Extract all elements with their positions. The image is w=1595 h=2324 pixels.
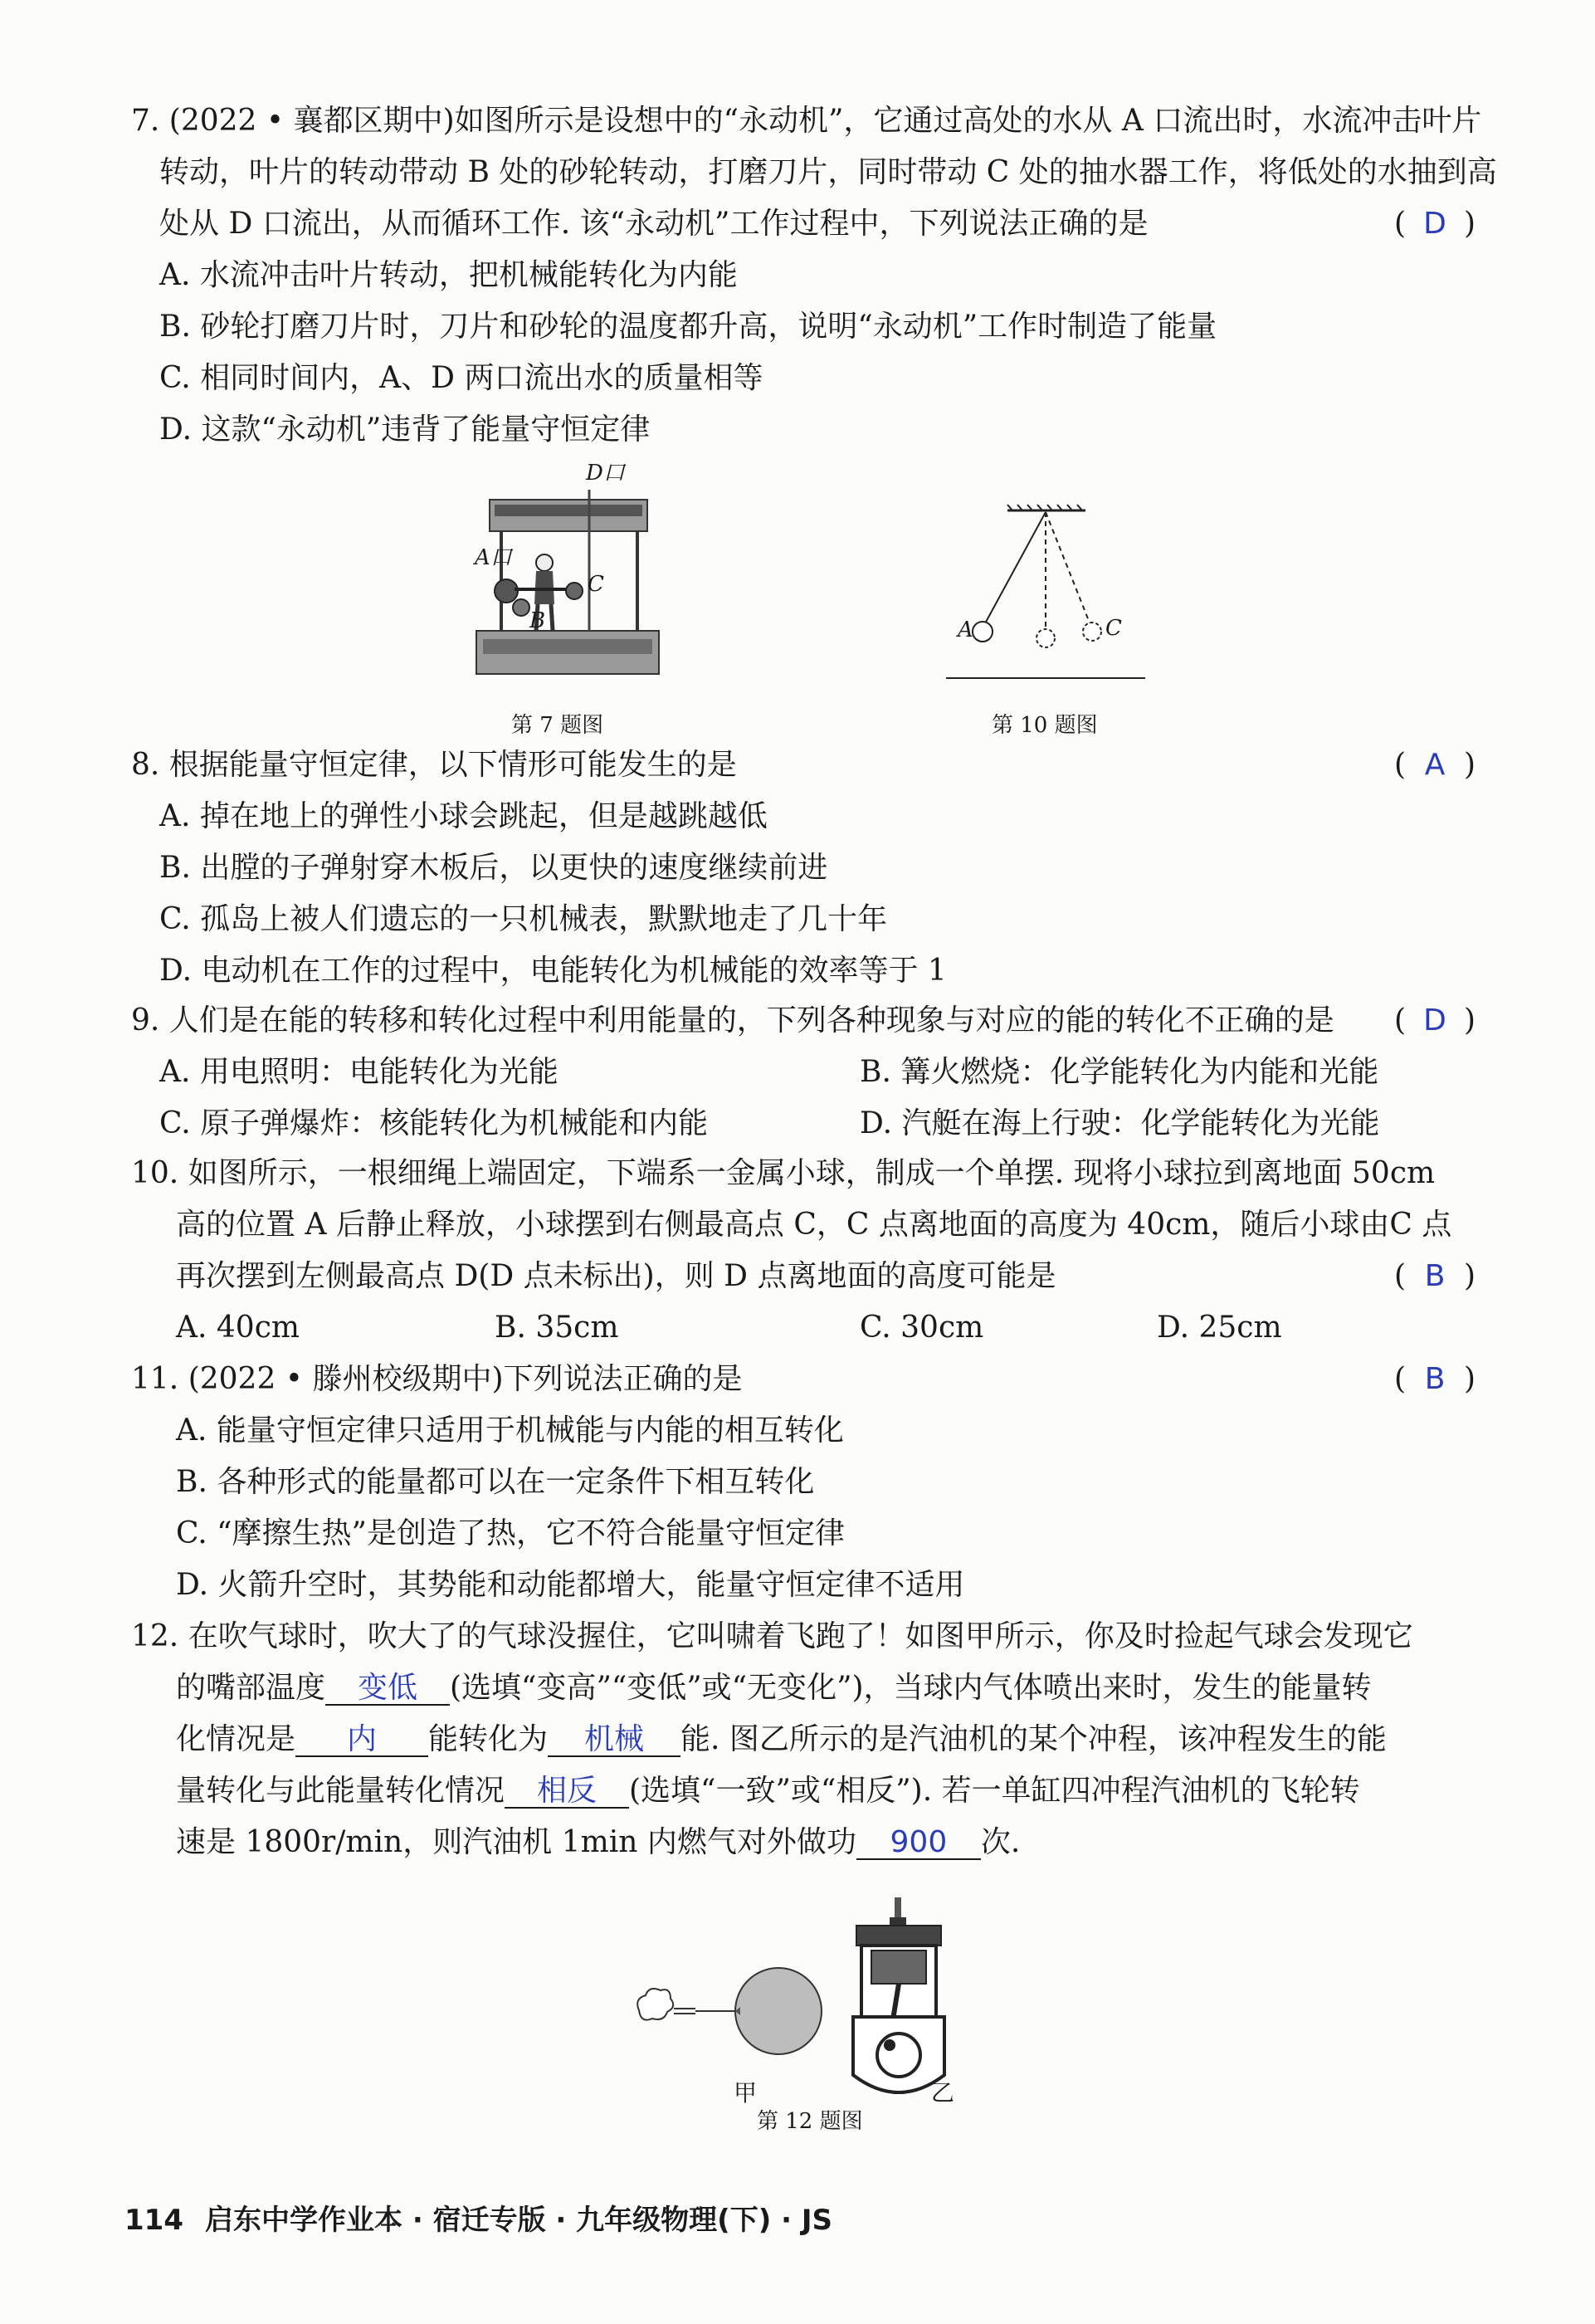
q12-blank-3: 机械 (548, 1724, 680, 1757)
fig7-label-b: B (529, 608, 546, 633)
q7-answer: ( D ) (1394, 207, 1476, 241)
q12-blank-2: 内 (295, 1724, 428, 1757)
book-title: 启东中学作业本 · 宿迁专版 · 九年级物理(下) · JS (204, 2204, 832, 2237)
q11-stem: 11. (2022 • 滕州校级期中)下列说法正确的是 (131, 1362, 743, 1396)
q11-option-a: A. 能量守恒定律只适用于机械能与内能的相互转化 (176, 1413, 844, 1448)
q12-stem-line3: 化情况是 内 能转化为 机械 能. 图乙所示的是汽油机的某个冲程，该冲程发生的能 (176, 1722, 1387, 1756)
fig12-label-jia: 甲 (734, 2079, 758, 2107)
fig12-label-yi: 乙 (931, 2079, 955, 2107)
q11-option-d: D. 火箭升空时，其势能和动能都增大，能量守恒定律不适用 (176, 1568, 965, 1602)
q7-option-d: D. 这款“永动机”违背了能量守恒定律 (159, 413, 651, 447)
q9-option-b: B. 篝火燃烧：化学能转化为内能和光能 (860, 1055, 1379, 1089)
q11-option-c: C. “摩擦生热”是创造了热，它不符合能量守恒定律 (176, 1516, 845, 1550)
fig10-caption: 第 10 题图 (992, 713, 1098, 738)
q10-stem-line2: 高的位置 A 后静止释放，小球摆到右侧最高点 C，C 点离地面的高度为 40cm，随后小球由C 点 (176, 1208, 1452, 1242)
q7-option-b: B. 砂轮打磨刀片时，刀片和砂轮的温度都升高，说明“永动机”工作时制造了能量 (159, 310, 1217, 344)
q12-stem-line1: 12. 在吹气球时，吹大了的气球没握住，它叫啸着飞跑了！如图甲所示，你及时捡起气球会发现它 (131, 1619, 1413, 1653)
fig10-label-a: A (958, 618, 973, 642)
page-number: 114 (124, 2204, 183, 2237)
fig7-label-c: C (588, 572, 604, 597)
q12-blank-5: 900 (856, 1827, 981, 1860)
fig7-label-a: A口 (475, 545, 512, 570)
q7-option-c: C. 相同时间内，A、D 两口流出水的质量相等 (159, 361, 763, 395)
q10-option-d: D. 25cm (1157, 1311, 1282, 1345)
q9-answer: ( D ) (1394, 1003, 1476, 1038)
q9-option-a: A. 用电照明：电能转化为光能 (159, 1055, 558, 1089)
q9-stem: 9. 人们是在能的转移和转化过程中利用能量的，下列各种现象与对应的能的转化不正确的是 (131, 1003, 1334, 1038)
fig10-label-c: C (1105, 616, 1122, 641)
q8-answer: ( A ) (1394, 748, 1476, 782)
q8-option-b: B. 出膛的子弹射穿木板后，以更快的速度继续前进 (159, 851, 828, 885)
figure-7 (465, 461, 680, 689)
balloon-and-engine-drawing (631, 1892, 1012, 2108)
q9-option-d: D. 汽艇在海上行驶：化学能转化为光能 (860, 1106, 1380, 1140)
fig12-caption: 第 12 题图 (757, 2109, 863, 2134)
q8-stem: 8. 根据能量守恒定律，以下情形可能发生的是 (131, 748, 737, 782)
q12-blank-4: 相反 (505, 1775, 629, 1809)
pendulum-drawing (938, 502, 1145, 685)
q10-stem-line1: 10. 如图所示，一根细绳上端固定，下端系一金属小球，制成一个单摆. 现将小球拉到离地面 50cm (131, 1156, 1436, 1190)
q9-option-c: C. 原子弹爆炸：核能转化为机械能和内能 (159, 1106, 709, 1140)
page-footer (124, 2197, 832, 2238)
perpetual-motion-machine-drawing (465, 465, 680, 689)
q10-option-c: C. 30cm (860, 1311, 984, 1345)
fig7-label-d: D口 (586, 461, 625, 486)
q8-option-c: C. 孤岛上被人们遗忘的一只机械表，默默地走了几十年 (159, 902, 888, 936)
q8-option-a: A. 掉在地上的弹性小球会跳起，但是越跳越低 (159, 799, 768, 833)
q7-option-a: A. 水流冲击叶片转动，把机械能转化为内能 (159, 258, 738, 292)
q8-option-d: D. 电动机在工作的过程中，电能转化为机械能的效率等于 1 (159, 954, 947, 988)
q10-stem-line3: 再次摆到左侧最高点 D(D 点未标出)，则 D 点离地面的高度可能是 (176, 1259, 1056, 1293)
figure-10 (938, 502, 1145, 685)
q10-answer: ( B ) (1394, 1259, 1476, 1293)
q12-stem-line2: 的嘴部温度 变低 (选填“变高”“变低”或“无变化”)，当球内气体喷出来时，发生的能量转 (176, 1671, 1372, 1705)
q7-stem-line1: 7. (2022 • 襄都区期中)如图所示是设想中的“永动机”，它通过高处的水从 A 口流出时，水流冲击叶片 (131, 104, 1482, 138)
q12-stem-line4: 量转化与此能量转化情况 相反 (选填“一致”或“相反”). 若一单缸四冲程汽油机的飞轮转 (176, 1774, 1360, 1808)
q7-stem-line3: 处从 D 口流出，从而循环工作. 该“永动机”工作过程中，下列说法正确的是 (159, 207, 1149, 241)
figure-12 (631, 1892, 1012, 2108)
q7-stem-line2: 转动，叶片的转动带动 B 处的砂轮转动，打磨刀片，同时带动 C 处的抽水器工作，将低处的水抽到高 (159, 155, 1497, 189)
q12-stem-line5: 速是 1800r/min，则汽油机 1min 内燃气对外做功 900 次. (176, 1825, 1021, 1859)
q12-blank-1: 变低 (325, 1672, 450, 1706)
q11-answer: ( B ) (1394, 1362, 1476, 1396)
q10-option-b: B. 35cm (495, 1311, 619, 1345)
fig7-caption: 第 7 题图 (511, 713, 604, 738)
q10-option-a: A. 40cm (176, 1311, 300, 1345)
q11-option-b: B. 各种形式的能量都可以在一定条件下相互转化 (176, 1465, 815, 1499)
